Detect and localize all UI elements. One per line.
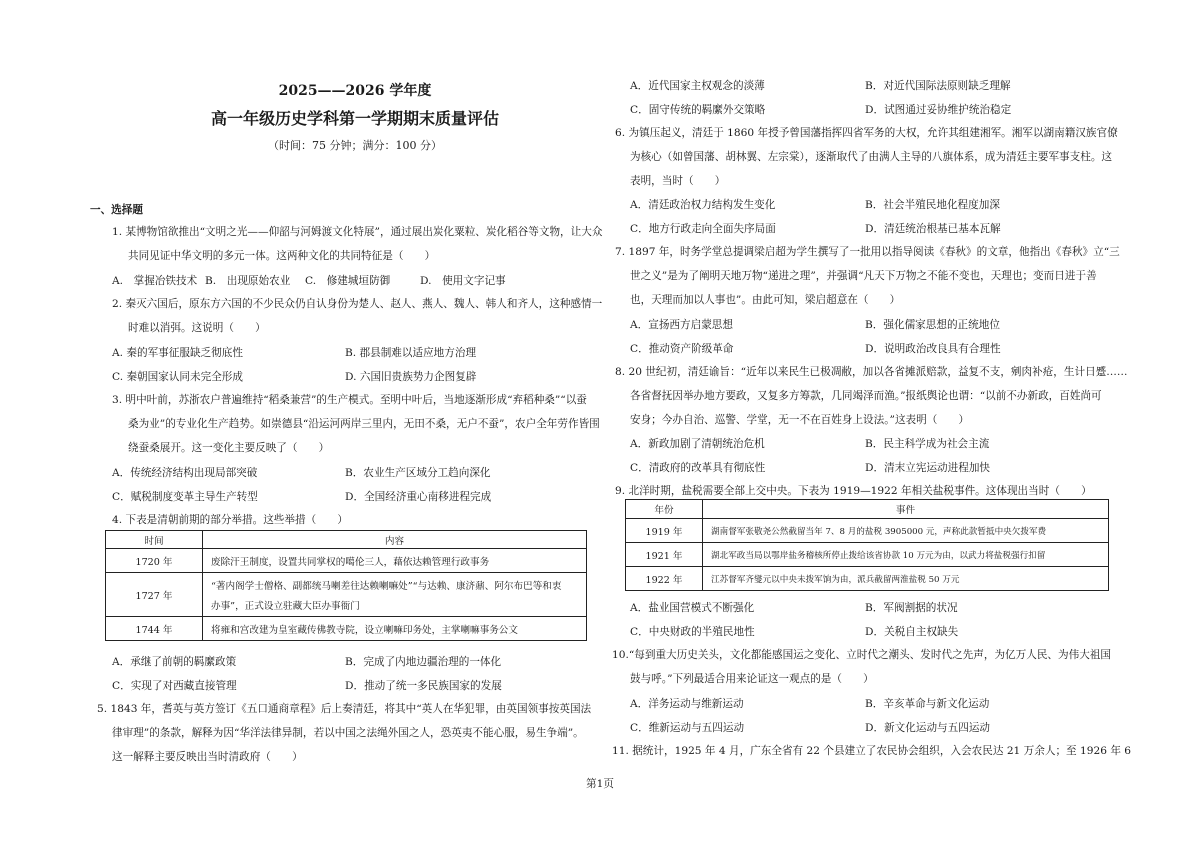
q9-row1-event: 湖南督军张敬尧公然截留当年 7、8 月的盐税 3905000 元，声称此款暂抵中央欠拨军费	[703, 519, 1109, 543]
q8-option-a: A．新政加剧了清朝统治危机	[630, 438, 765, 450]
q4-option-b: B．完成了内地边疆治理的一体化	[345, 656, 502, 668]
q8-stem-line2: 各省督抚因举办地方要政，又复多方筹款，几同竭泽而渔。”报纸舆论也谓：“以前不办新政，百姓尚可	[630, 390, 1102, 402]
q9-row1-year: 1919 年	[626, 519, 703, 543]
q5-stem-line1: 5. 1843 年，耆英与英方签订《五口通商章程》后上奏清廷，将其中“英人在华犯罪，由英国领事按英国法	[97, 703, 592, 715]
q9-row3-event: 江苏督军齐燮元以中央未拨军饷为由，派兵截留两淮盐税 50 万元	[703, 567, 1109, 591]
q7-option-d: D．说明政治改良具有合理性	[865, 343, 1001, 355]
q4-row2-content-line2: 办事”，正式设立驻藏大臣办事衙门	[211, 600, 360, 612]
q10-stem-line1: 10.“每到重大历史关头，文化都能感国运之变化、立时代之潮头、发时代之先声，为亿万人民、为伟大祖国	[612, 649, 1111, 661]
q2-option-c: C. 秦朝国家认同未完全形成	[112, 371, 243, 383]
q9-row3-year: 1922 年	[626, 567, 703, 591]
q7-option-a: A．宣扬西方启蒙思想	[630, 319, 733, 331]
q1-option-b: B. 出现原始农业	[205, 275, 291, 287]
q8-option-c: C．清政府的改革具有彻底性	[630, 462, 766, 474]
q2-stem-line2: 时难以消弭。这说明（ ）	[128, 322, 266, 334]
q1-option-a: A. 掌握冶铁技术	[112, 275, 198, 287]
q6-option-c: C．地方行政走向全面失序局面	[630, 223, 776, 235]
q6-stem-line3: 表明，当时（ ）	[630, 175, 726, 187]
q10-option-a: A．洋务运动与维新运动	[630, 698, 744, 710]
q4-row1-content: 废除汗王制度，设置共同掌权的噶伦三人，藉依达赖管理行政事务	[203, 549, 587, 573]
q7-stem-line1: 7. 1897 年，时务学堂总提调梁启超为学生撰写了一批用以指导阅读《春秋》的文章，他指出《春秋》立“三	[615, 246, 1120, 258]
q4-table	[105, 530, 587, 641]
q4-row2-content-line1: “著内阁学士僧格、副都统马喇差往达赖喇嘛处”“与达赖、康济鼐、阿尔布巴等和衷	[211, 580, 562, 592]
exam-meta: （时间：75 分钟；满分：100 分）	[268, 139, 442, 152]
q3-option-d: D．全国经济重心南移进程完成	[345, 491, 492, 503]
q9-row2-event: 湖北军政当局以鄂岸盐务稽核所停止拨给该省协款 10 万元为由，以武力将盐税强行扣留	[703, 543, 1109, 567]
q7-stem-line3: 也，天理而加以人事也”。由此可知，梁启超意在（ ）	[630, 294, 901, 306]
q7-option-c: C．推动资产阶级革命	[630, 343, 734, 355]
q2-option-d: D. 六国旧贵族势力企图复辟	[345, 371, 477, 383]
q4-option-a: A．承继了前朝的羁縻政策	[112, 656, 237, 668]
q9-option-b: B．军阀割据的状况	[865, 602, 958, 614]
q4-row3-time: 1744 年	[106, 617, 203, 641]
exam-title: 高一年级历史学科第一学期期末质量评估	[210, 109, 499, 128]
q10-option-b: B．辛亥革命与新文化运动	[865, 698, 990, 710]
q4-row3-content: 将雍和宫改建为皇室藏传佛教寺院，设立喇嘛印务处，主掌喇嘛事务公文	[203, 617, 587, 641]
q8-option-d: D．清末立宪运动进程加快	[865, 462, 991, 474]
q8-stem-line1: 8. 20 世纪初，清廷谕旨：“近年以来民生已极凋敝，加以各省摊派赔款，益复不支，剜肉补疮，生计日蹙……	[615, 366, 1128, 378]
q4-stem: 4. 下表是清朝前期的部分举措。这些举措（ ）	[112, 514, 348, 526]
q6-option-a: A．清廷政治权力结构发生变化	[630, 199, 776, 211]
q2-option-b: B. 郡县制难以适应地方治理	[345, 347, 477, 359]
q6-option-d: D．清廷统治根基已基本瓦解	[865, 223, 1001, 235]
q10-stem-line2: 鼓与呼。”下列最适合用来论证这一观点的是（ ）	[630, 673, 874, 685]
q6-stem-line2: 为核心（如曾国藩、胡林翼、左宗棠），逐渐取代了由满人主导的八旗体系，成为清廷主要军事支柱。这	[630, 151, 1113, 163]
q1-option-c: C. 修建城垣防御	[305, 275, 391, 287]
q6-stem-line1: 6. 为镇压起义，清廷于 1860 年授予曾国藩指挥四省军务的大权，允许其组建湘军。湘军以湖南籍汉族官僚	[615, 127, 1118, 139]
q1-stem-line1: 1. 某博物馆欲推出“文明之光——仰韶与河姆渡文化特展”，通过展出炭化粟粒、炭化稻谷等文物，让大众	[112, 226, 603, 238]
section-title: 一、选择题	[90, 204, 143, 216]
q1-option-d: D. 使用文字记事	[420, 275, 506, 287]
q9-stem: 9. 北洋时期，盐税需要全部上交中央。下表为 1919—1922 年相关盐税事件。这体现出当时（ ）	[615, 485, 1092, 497]
q9-table-head-event: 事件	[703, 500, 1109, 519]
q6-option-b: B．社会半殖民地化程度加深	[865, 199, 1000, 211]
q9-option-d: D．关税自主权缺失	[865, 626, 959, 638]
q5-option-d: D．试图通过妥协维护统治稳定	[865, 104, 1012, 116]
q5-option-a: A．近代国家主权观念的淡薄	[630, 80, 765, 92]
q4-option-d: D．推动了统一多民族国家的发展	[345, 680, 502, 692]
q3-stem-line3: 绕蚕桑展开。这一变化主要反映了（ ）	[128, 442, 330, 454]
q2-stem-line1: 2. 秦灭六国后，原东方六国的不少民众仍自认身份为楚人、赵人、燕人、魏人、韩人和齐人，这种感情一	[112, 298, 603, 310]
q3-option-b: B．农业生产区域分工趋向深化	[345, 467, 491, 479]
q8-stem-line3: 安身；今办自治、巡警、学堂，无一不在百姓身上设法。”这表明（ ）	[630, 414, 970, 426]
q5-stem-line3: 这一解释主要反映出当时清政府（ ）	[112, 751, 303, 763]
q4-row2-content-cell	[203, 573, 587, 617]
q10-option-d: D．新文化运动与五四运动	[865, 722, 991, 734]
q10-option-c: C．维新运动与五四运动	[630, 722, 745, 734]
q4-row1-time: 1720 年	[106, 549, 203, 573]
q7-stem-line2: 世之义”是为了阐明天地万物“递进之理”，并强调“凡天下万物之不能不变也，天理也；变而日进于善	[630, 270, 1097, 282]
q4-table-head-content: 内容	[203, 531, 587, 549]
q5-option-b: B．对近代国际法原则缺乏理解	[865, 80, 1011, 92]
q9-table-head-year: 年份	[626, 500, 703, 519]
q9-table	[625, 499, 1109, 591]
q4-row2-time: 1727 年	[106, 573, 203, 617]
q8-option-b: B．民主科学成为社会主流	[865, 438, 990, 450]
q5-stem-line2: 律审理”的条款，解释为因“华洋法律异制，若以中国之法绳外国之人，恐英夷不能心服，易生争端”。	[112, 727, 584, 739]
q4-option-c: C．实现了对西藏直接管理	[112, 680, 237, 692]
q2-option-a: A. 秦的军事征服缺乏彻底性	[112, 347, 243, 359]
q7-option-b: B．强化儒家思想的正统地位	[865, 319, 1000, 331]
q9-row2-year: 1921 年	[626, 543, 703, 567]
q1-stem-line2: 共同见证中华文明的多元一体。这两种文化的共同特征是（ ）	[128, 250, 436, 262]
q11-stem-line1: 11. 据统计，1925 年 4 月，广东全省有 22 个县建立了农民协会组织，入会农民达 21 万余人；至 1926 年 6	[612, 745, 1132, 757]
q3-stem-line1: 3. 明中叶前，苏浙农户普遍维持“稻桑兼营”的生产模式。至明中叶后，当地逐渐形成“弃稻种桑”“以蚕	[112, 394, 587, 406]
q3-stem-line2: 桑为业”的专业化生产趋势。如崇德县“沿运河两岸三里内，无田不桑，无户不蚕”，农户全年劳作皆围	[128, 418, 600, 430]
q4-table-head-time: 时间	[106, 531, 203, 549]
q3-option-a: A．传统经济结构出现局部突破	[112, 467, 258, 479]
q3-option-c: C．赋税制度变革主导生产转型	[112, 491, 258, 503]
q5-option-c: C．固守传统的羁縻外交策略	[630, 104, 766, 116]
exam-year: 2025——2026 学年度	[278, 83, 432, 99]
q9-option-a: A．盐业国营模式不断强化	[630, 602, 755, 614]
page-number: 第1页	[586, 778, 614, 790]
q9-option-c: C．中央财政的半殖民地性	[630, 626, 755, 638]
